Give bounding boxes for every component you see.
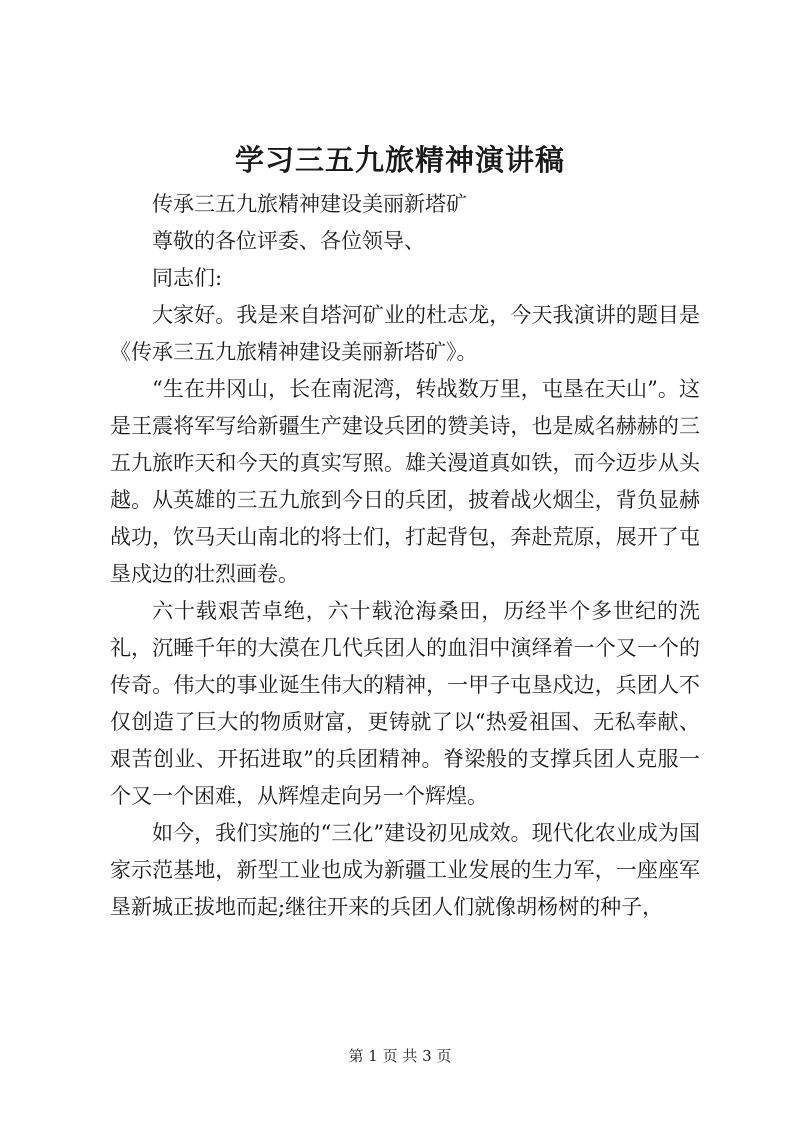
paragraph-salutation-2: 同志们: bbox=[152, 266, 223, 290]
paragraph: 大家好。我是来自塔河矿业的杜志龙，今天我演讲的题目是《传承三五九旅精神建设美丽新塔矿》。 bbox=[110, 303, 700, 364]
document-title: 学习三五九旅精神演讲稿 bbox=[234, 143, 565, 177]
page-footer: 第 1 页 共 3 页 bbox=[348, 1047, 452, 1065]
paragraph: “生在井冈山，长在南泥湾，转战数万里，屯垦在天山”。这是王震将军写给新疆生产建设兵团的赞美诗，也是威名赫赫的三五九旅昨天和今天的真实写照。雄关漫道真如铁，而今迈步从头越。从英雄的三五九旅到今日的兵团，披着战火烟尘，背负显赫战功，饮马天山南北的将士们，打起背包，奔赴荒原，展开了屯垦戍边的壮烈画卷。 bbox=[110, 377, 700, 586]
paragraph-salutation: 尊敬的各位评委、各位领导、 bbox=[152, 229, 425, 253]
paragraph: 如今，我们实施的“三化”建设初见成效。现代化农业成为国家示范基地，新型工业也成为新疆工业发展的生力军，一座座军垦新城正拔地而起;继往开来的兵团人们就像胡杨树的种子， bbox=[110, 821, 700, 919]
document-body bbox=[110, 186, 700, 926]
paragraph: 六十载艰苦卓绝，六十载沧海桑田，历经半个多世纪的洗礼，沉睡千年的大漠在几代兵团人的血泪中演绎着一个又一个的传奇。伟大的事业诞生伟大的精神，一甲子屯垦戍边，兵团人不仅创造了巨大的物质财富，更铸就了以“热爱祖国、无私奉献、艰苦创业、开拓进取”的兵团精神。脊梁般的支撑兵团人克服一个又一个困难，从辉煌走向另一个辉煌。 bbox=[110, 599, 700, 808]
paragraph-subtitle: 传承三五九旅精神建设美丽新塔矿 bbox=[152, 192, 467, 216]
